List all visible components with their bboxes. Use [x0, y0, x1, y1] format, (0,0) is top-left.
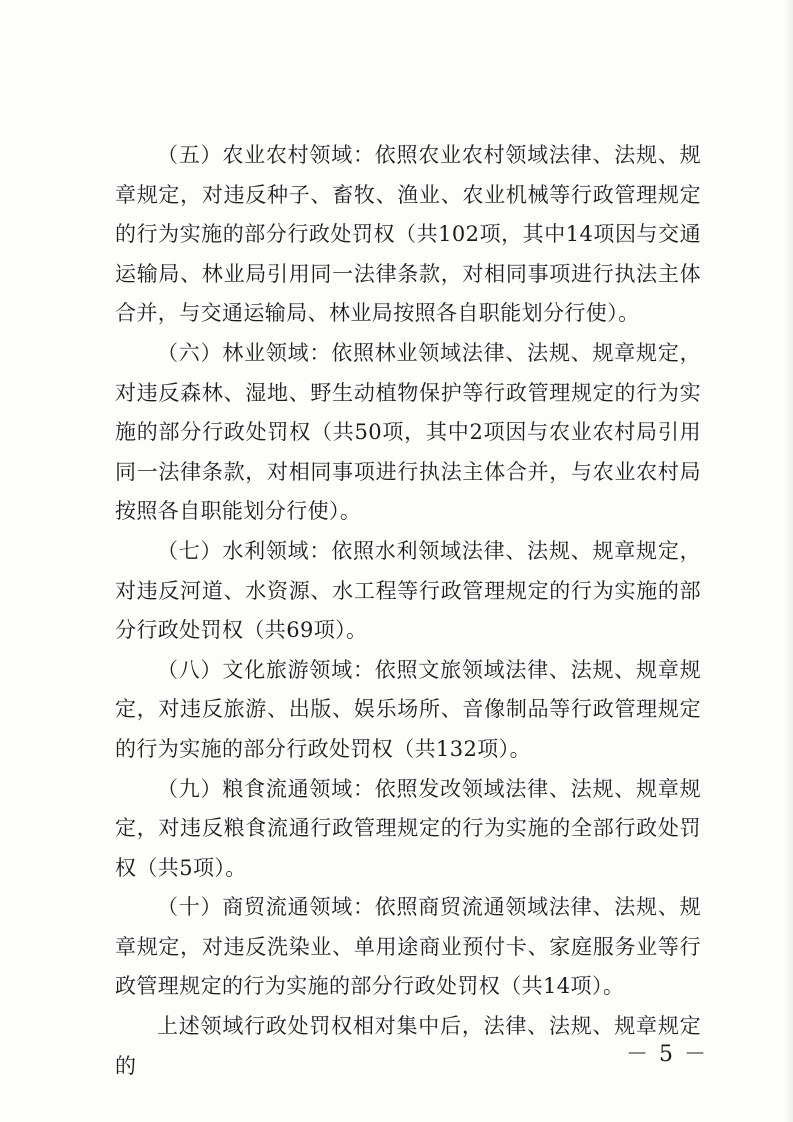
- paragraph-culture-tourism: （八）文化旅游领域：依照文旅领域法律、法规、规章规定，对违反旅游、出版、娱乐场所、音像制品等行政管理规定的行为实施的部分行政处罚权（共132项）。: [115, 657, 701, 761]
- document-body: [115, 136, 701, 1086]
- paragraph-water-resources: （七）水利领域：依照水利领域法律、法规、规章规定，对违反河道、水资源、水工程等行政管理规定的行为实施的部分行政处罚权（共69项）。: [115, 538, 701, 643]
- paragraph-commerce-circulation: （十）商贸流通领域：依照商贸流通领域法律、法规、规章规定，对违反洗染业、单用途商业预付卡、家庭服务业等行政管理规定的行为实施的部分行政处罚权（共14项）。: [115, 895, 701, 999]
- paragraph-agriculture: （五）农业农村领域：依照农业农村领域法律、法规、规章规定，对违反种子、畜牧、渔业、农业机械等行政管理规定的行为实施的部分行政处罚权（共102项，其中14项因与交通运输局、林业局引用同一法律条款，对相同事项进行执法主体合并，与交通运输局、林业局按照各自职能划分行使）。: [115, 143, 701, 326]
- page-number: － 5 －: [626, 1042, 708, 1067]
- paragraph-summary: 上述领域行政处罚权相对集中后，法律、法规、规章规定的: [115, 1014, 701, 1078]
- paragraph-forestry: （六）林业领域：依照林业领域法律、法规、规章规定，对违反森林、湿地、野生动植物保护等行政管理规定的行为实施的部分行政处罚权（共50项，其中2项因与农业农村局引用同一法律条款，对相同事项进行执法主体合并，与农业农村局按照各自职能划分行使）。: [115, 340, 701, 524]
- page-edge-shadow: [783, 0, 793, 1122]
- paragraph-grain-circulation: （九）粮食流通领域：依照发改领域法律、法规、规章规定，对违反粮食流通行政管理规定的行为实施的全部行政处罚权（共5项）。: [115, 776, 701, 880]
